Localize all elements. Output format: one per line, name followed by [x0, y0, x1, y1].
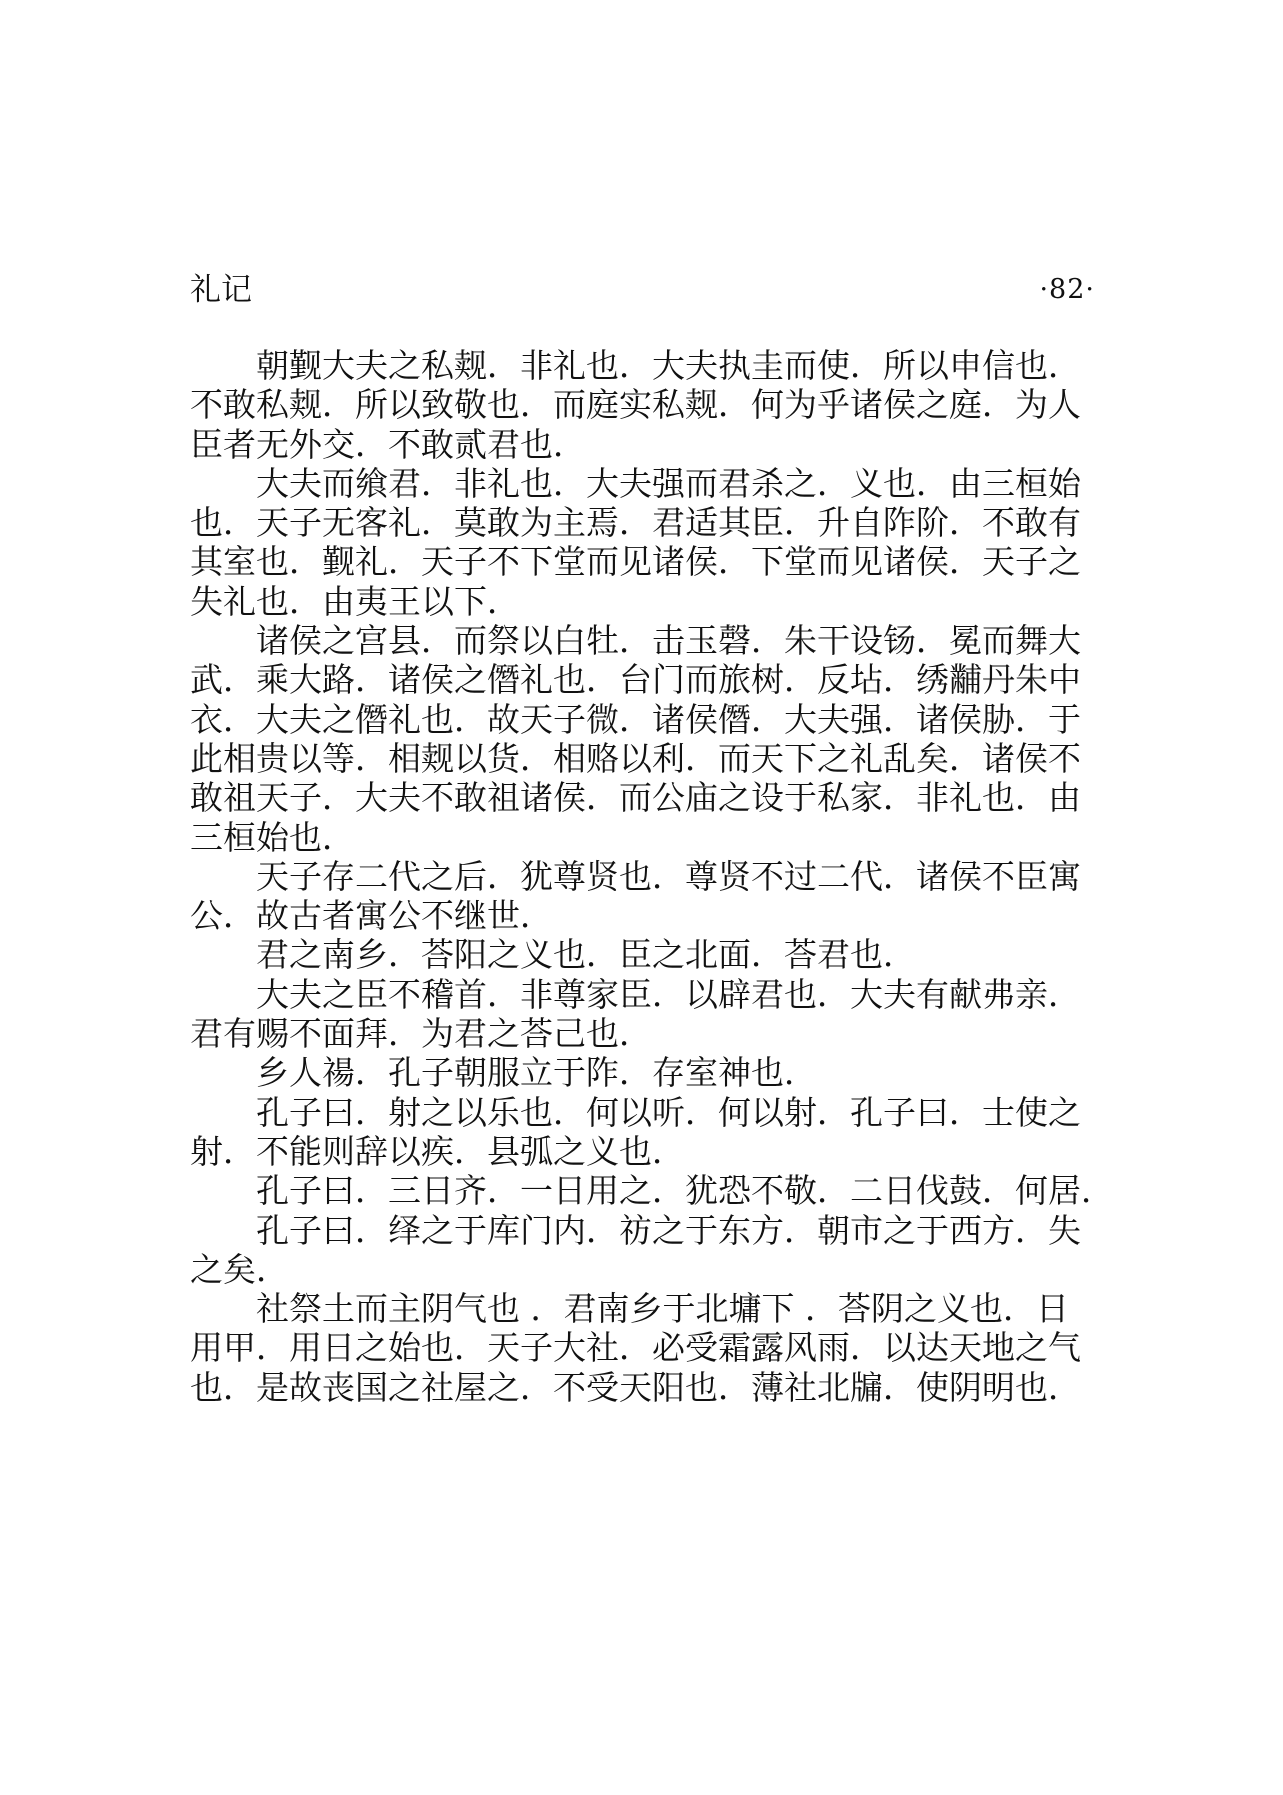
text-line: 敢祖天子．大夫不敢祖诸侯．而公庙之设于私家．非礼也．由: [190, 778, 1081, 818]
text-line: 君有赐不面拜．为君之荅己也．: [190, 1014, 652, 1054]
text-line: 大夫而飨君．非礼也．大夫强而君杀之．义也．由三桓始: [256, 463, 1081, 503]
paragraph: [190, 935, 1110, 974]
page-number: ·82·: [1039, 274, 1095, 305]
text-line: 此相贵以等．相觌以货．相赂以利．而天下之礼乱矣．诸侯不: [190, 738, 1081, 778]
text-line: 孔子曰．三日齐．一日用之．犹恐不敬．二日伐鼓．何居．: [256, 1171, 1114, 1211]
text-line: 武．乘大路．诸侯之僭礼也．台门而旅树．反坫．绣黼丹朱中: [190, 660, 1081, 700]
page-header: [190, 268, 1095, 312]
text-line: 其室也．觐礼．天子不下堂而见诸侯．下堂而见诸侯．天子之: [190, 542, 1081, 582]
text-line: 君之南乡．荅阳之义也．臣之北面．荅君也．: [256, 935, 916, 975]
text-line: 社祭土而主阴气也 ．君南乡于北墉下 ．荅阴之义也．日: [256, 1289, 1069, 1329]
text-line: 失礼也．由夷王以下．: [190, 581, 520, 621]
paragraph: [190, 1053, 1110, 1092]
text-line: 大夫之臣不稽首．非尊家臣．以辟君也．大夫有献弗亲．: [256, 974, 1081, 1014]
paragraph: [190, 346, 1110, 464]
paragraph: [190, 464, 1110, 621]
body-text: [190, 346, 1114, 1407]
paragraph: [190, 975, 1110, 1054]
paragraph: [190, 1211, 1110, 1290]
text-line: 不敢私觌．所以致敬也．而庭实私觌．何为乎诸侯之庭．为人: [190, 385, 1081, 425]
text-line: 天子存二代之后．犹尊贤也．尊贤不过二代．诸侯不臣寓: [256, 856, 1081, 896]
paragraph: [190, 621, 1110, 857]
text-line: 公．故古者寓公不继世．: [190, 896, 553, 936]
text-line: 也．是故丧国之社屋之．不受天阳也．薄社北牖．使阴明也．: [190, 1367, 1081, 1407]
text-line: 用甲．用日之始也．天子大社．必受霜露风雨．以达天地之气: [190, 1328, 1081, 1368]
text-line: 朝觐大夫之私觌．非礼也．大夫执圭而使．所以申信也．: [256, 346, 1081, 385]
text-line: 射．不能则辞以疾．县弧之义也．: [190, 1131, 685, 1171]
text-line: 臣者无外交．不敢贰君也．: [190, 424, 586, 464]
text-line: 也．天子无客礼．莫敢为主焉．君适其臣．升自阼阶．不敢有: [190, 503, 1081, 543]
paragraph: [190, 857, 1110, 936]
text-line: 三桓始也．: [190, 817, 355, 857]
text-line: 诸侯之宫县．而祭以白牡．击玉磬．朱干设钖．冕而舞大: [256, 621, 1081, 661]
paragraph: [190, 1289, 1110, 1407]
book-title: 礼记: [190, 272, 252, 308]
text-line: 乡人禓．孔子朝服立于阼．存室神也．: [256, 1053, 817, 1093]
text-line: 孔子曰．绎之于库门内．祊之于东方．朝市之于西方．失: [256, 1210, 1081, 1250]
text-line: 衣．大夫之僭礼也．故天子微．诸侯僭．大夫强．诸侯胁．于: [190, 699, 1081, 739]
text-line: 孔子曰．射之以乐也．何以听．何以射．孔子曰．士使之: [256, 1092, 1081, 1132]
paragraph: [190, 1093, 1110, 1172]
paragraph: [190, 1171, 1114, 1211]
text-line: 之矣．: [190, 1249, 289, 1289]
